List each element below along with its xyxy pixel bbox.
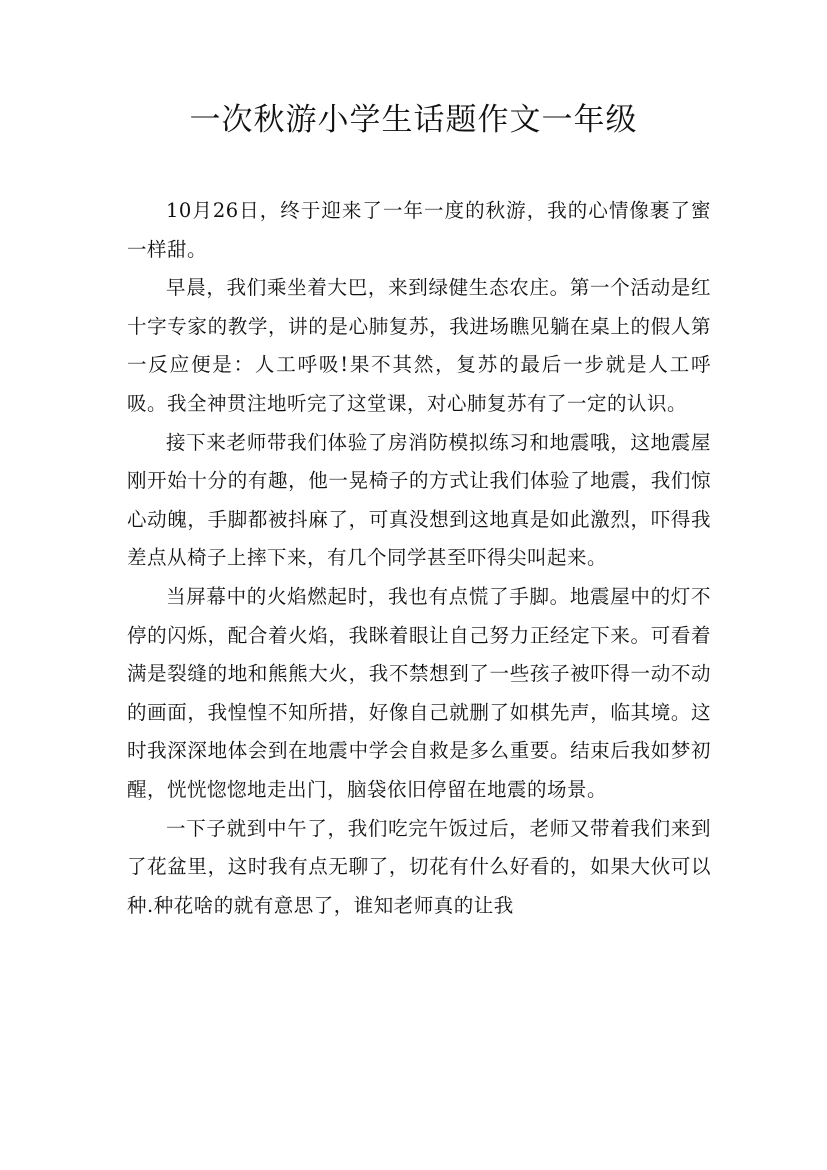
paragraph: 一下子就到中午了，我们吃完午饭过后，老师又带着我们来到了花盆里，这时我有点无聊了，切花有什么好看的，如果大伙可以种.种花啥的就有意思了，谁知老师真的让我 (127, 816, 711, 917)
document-title: 一次秋游小学生话题作文一年级 (189, 102, 638, 138)
paragraph: 接下来老师带我们体验了房消防模拟练习和地震哦，这地震屋刚开始十分的有趣，他一晃椅子的方式让我们体验了地震，我们惊心动魄，手脚都被抖麻了，可真没想到这地真是如此激烈，吓得我差点从椅子上摔下来，有几个同学甚至吓得尖叫起来。 (127, 430, 711, 570)
paragraph: 10月26日，终于迎来了一年一度的秋游，我的心情像裹了蜜一样甜。 (127, 199, 711, 261)
paragraph: 当屏幕中的火焰燃起时，我也有点慌了手脚。地震屋中的灯不停的闪烁，配合着火焰，我眯着眼让自己努力正经定下来。可看着满是裂缝的地和熊熊大火，我不禁想到了一些孩子被吓得一动不动的画面，我惶惶不知所措，好像自己就删了如棋先声，临其境。这时我深深地体会到在地震中学会自救是多么重要。结束后我如梦初醒，恍恍惚惚地走出门，脑袋依旧停留在地震的场景。 (127, 584, 711, 801)
document-body (127, 192, 711, 925)
paragraph: 早晨，我们乘坐着大巴，来到绿健生态农庄。第一个活动是红十字专家的教学，讲的是心肺复苏，我进场瞧见躺在桌上的假人第一反应便是：人工呼吸!果不其然，复苏的最后一步就是人工呼吸。我全神贯注地听完了这堂课，对心肺复苏有了一定的认识。 (127, 276, 711, 415)
